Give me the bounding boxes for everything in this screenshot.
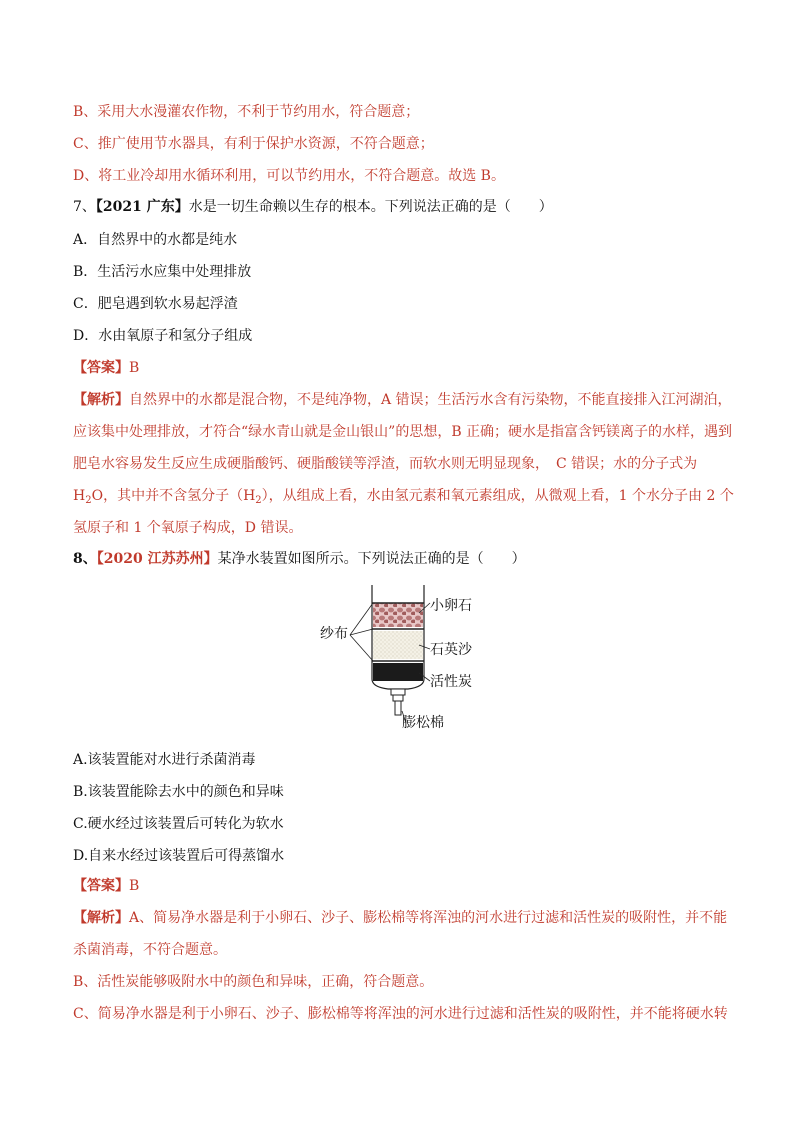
question-7-option-b: B．生活污水应集中处理排放 — [73, 264, 252, 280]
analysis-tag: 【解析】 — [73, 910, 129, 926]
answer-value: B — [129, 878, 140, 894]
question-7-analysis-line-5: 氢原子和 1 个氧原子构成，D 错误。 — [73, 520, 303, 536]
question-8-analysis-line-3: B、活性炭能够吸附水中的颜色和异味，正确，符合题意。 — [73, 974, 434, 990]
subscript: 2 — [255, 495, 262, 506]
analysis-text: ），从组成上看，水由氢元素和氧元素组成，从微观上看，1 个水分子由 2 个 — [261, 488, 734, 504]
question-7-analysis-line-4 — [73, 486, 734, 511]
question-7-analysis-line-1 — [73, 390, 732, 410]
question-8-number: 8、 — [73, 551, 97, 567]
outlet-nozzle — [391, 689, 405, 715]
question-8-option-b: B.该装置能除去水中的颜色和异味 — [73, 784, 284, 800]
question-7-analysis-line-3: 肥皂水容易发生反应生成硬脂酸钙、硬脂酸镁等浮渣，而软水则无明显现象， C 错误；水的分子式为 — [73, 456, 698, 472]
answer-value: B — [129, 360, 140, 376]
question-7-option-a: A．自然界中的水都是纯水 — [73, 232, 238, 248]
question-7-source: 【2021 广东】 — [95, 199, 189, 215]
prev-option-b-analysis: B、采用大水漫灌农作物，不利于节约用水，符合题意； — [73, 104, 420, 120]
analysis-text: O，其中并不含氢分子（H — [91, 488, 256, 504]
analysis-tag: 【解析】 — [73, 392, 129, 408]
label-quartz-sand: 石英沙 — [430, 642, 472, 658]
answer-tag: 【答案】 — [73, 878, 129, 894]
question-7-analysis-line-2: 应该集中处理排放，才符合“绿水青山就是金山银山”的思想，B 正确；硬水是指富含钙镁离子的水样，遇到 — [73, 424, 733, 440]
prev-option-c-analysis: C、推广使用节水器具，有利于保护水资源，不符合题意； — [73, 136, 434, 152]
question-8-option-a: A.该装置能对水进行杀菌消毒 — [73, 752, 256, 768]
question-7-stem — [73, 197, 553, 217]
prev-option-d-analysis: D、将工业冷却用水循环利用，可以节约用水，不符合题意。故选 B。 — [73, 168, 505, 184]
question-7-option-d: D．水由氧原子和氢分子组成 — [73, 328, 253, 344]
question-8-answer — [73, 876, 139, 896]
analysis-text: A、简易净水器是利于小卵石、沙子、膨松棉等将浑浊的河水进行过滤和活性炭的吸附性，并不能 — [129, 910, 728, 926]
label-pebble: 小卵石 — [430, 598, 472, 614]
question-8-source: 【2020 江苏苏州】 — [96, 551, 218, 567]
answer-tag: 【答案】 — [73, 360, 129, 376]
label-puffed-cotton: 膨松棉 — [402, 715, 444, 731]
question-7-text: 水是一切生命赖以生存的根本。下列说法正确的是（ ） — [188, 199, 553, 215]
question-7-number: 7、 — [73, 199, 96, 215]
quartz-sand-layer — [373, 631, 423, 659]
question-8-analysis-line-4: C、简易净水器是利于小卵石、沙子、膨松棉等将浑浊的河水进行过滤和活性炭的吸附性，并不能将硬水转 — [73, 1006, 728, 1022]
question-8-analysis-line-1 — [73, 908, 727, 928]
pebble-layer — [373, 603, 423, 627]
activated-carbon-layer — [373, 663, 423, 681]
question-7-option-c: C．肥皂遇到软水易起浮渣 — [73, 296, 238, 312]
subscript: 2 — [85, 495, 92, 506]
question-8-stem — [73, 549, 526, 569]
water-purifier-diagram — [316, 583, 486, 735]
question-7-answer — [73, 358, 139, 378]
question-8-text: 某净水装置如图所示。下列说法正确的是（ ） — [217, 551, 526, 567]
question-8-analysis-line-2: 杀菌消毒，不符合题意。 — [73, 942, 227, 958]
label-gauze: 纱布 — [320, 626, 348, 642]
question-8-option-c: C.硬水经过该装置后可转化为软水 — [73, 816, 284, 832]
label-activated-carbon: 活性炭 — [430, 674, 472, 690]
analysis-text: 自然界中的水都是混合物，不是纯净物，A 错误；生活污水含有污染物，不能直接排入江河湖泊， — [129, 392, 732, 408]
formula-h: H — [73, 488, 86, 504]
question-8-option-d: D.自来水经过该装置后可得蒸馏水 — [73, 848, 285, 864]
